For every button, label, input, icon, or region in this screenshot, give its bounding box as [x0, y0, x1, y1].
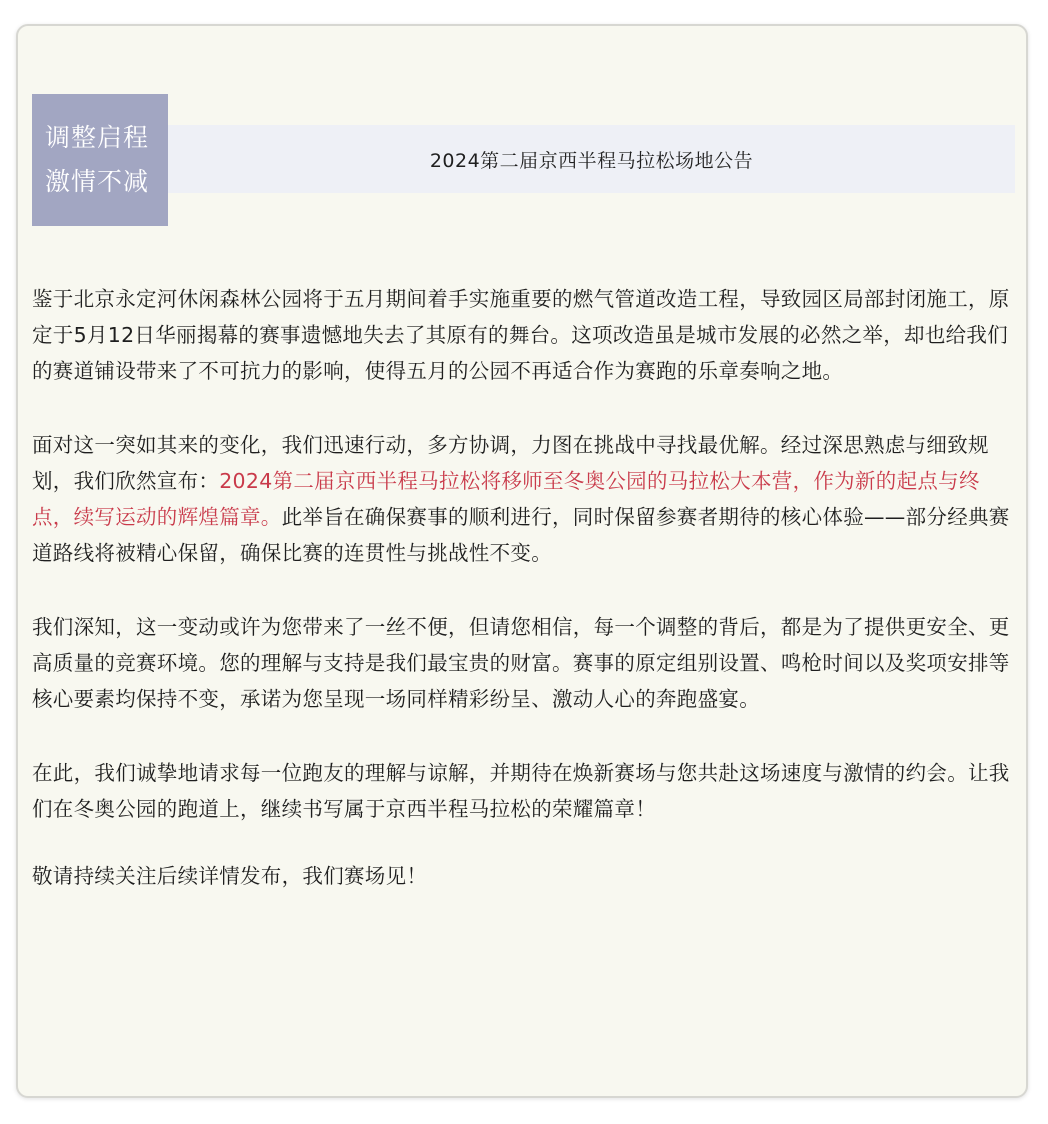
- slogan-line-2: 激情不减: [45, 167, 150, 196]
- slogan-line-1: 调整启程: [45, 123, 150, 152]
- page-title: 2024第二届京西半程马拉松场地公告: [168, 125, 1015, 193]
- paragraph-2-intro: 面对这一突如其来的变化，我们迅速行动，多方协调，力图在挑战中寻找最优解。经过深思熟虑与细致规划，我们欣然宣布：: [32, 433, 989, 493]
- paragraph-1: 鉴于北京永定河休闲森林公园将于五月期间着手实施重要的燃气管道改造工程，导致园区局部封闭施工，原定于5月12日华丽揭幕的赛事遗憾地失去了其原有的舞台。这项改造虽是城市发展的必然之举，却也给我们的赛道铺设带来了不可抗力的影响，使得五月的公园不再适合作为赛跑的乐章奏响之地。: [32, 287, 1010, 383]
- paragraph-2-rest: 此举旨在确保赛事的顺利进行，同时保留参赛者期待的核心体验——部分经典赛道路线将被精心保留，确保比赛的连贯性与挑战性不变。: [32, 505, 1010, 565]
- paragraph-4: 在此，我们诚挚地请求每一位跑友的理解与谅解，并期待在焕新赛场与您共赴这场速度与激情的约会。让我们在冬奥公园的跑道上，继续书写属于京西半程马拉松的荣耀篇章！: [32, 761, 1010, 821]
- venue-change-highlight: 2024第二届京西半程马拉松将移师至冬奥公园的马拉松大本营，作为新的起点与终点，续写运动的辉煌篇章。: [32, 469, 980, 529]
- paragraph-5: 敬请持续关注后续详情发布，我们赛场见！: [32, 864, 428, 888]
- slogan-badge: [32, 94, 168, 226]
- paragraph-2: [32, 427, 1016, 571]
- announcement-body: [32, 281, 1016, 932]
- paragraph-3: 我们深知，这一变动或许为您带来了一丝不便，但请您相信，每一个调整的背后，都是为了提供更安全、更高质量的竞赛环境。您的理解与支持是我们最宝贵的财富。赛事的原定组别设置、鸣枪时间以及奖项安排等核心要素均保持不变，承诺为您呈现一场同样精彩纷呈、激动人心的奔跑盛宴。: [32, 615, 1010, 711]
